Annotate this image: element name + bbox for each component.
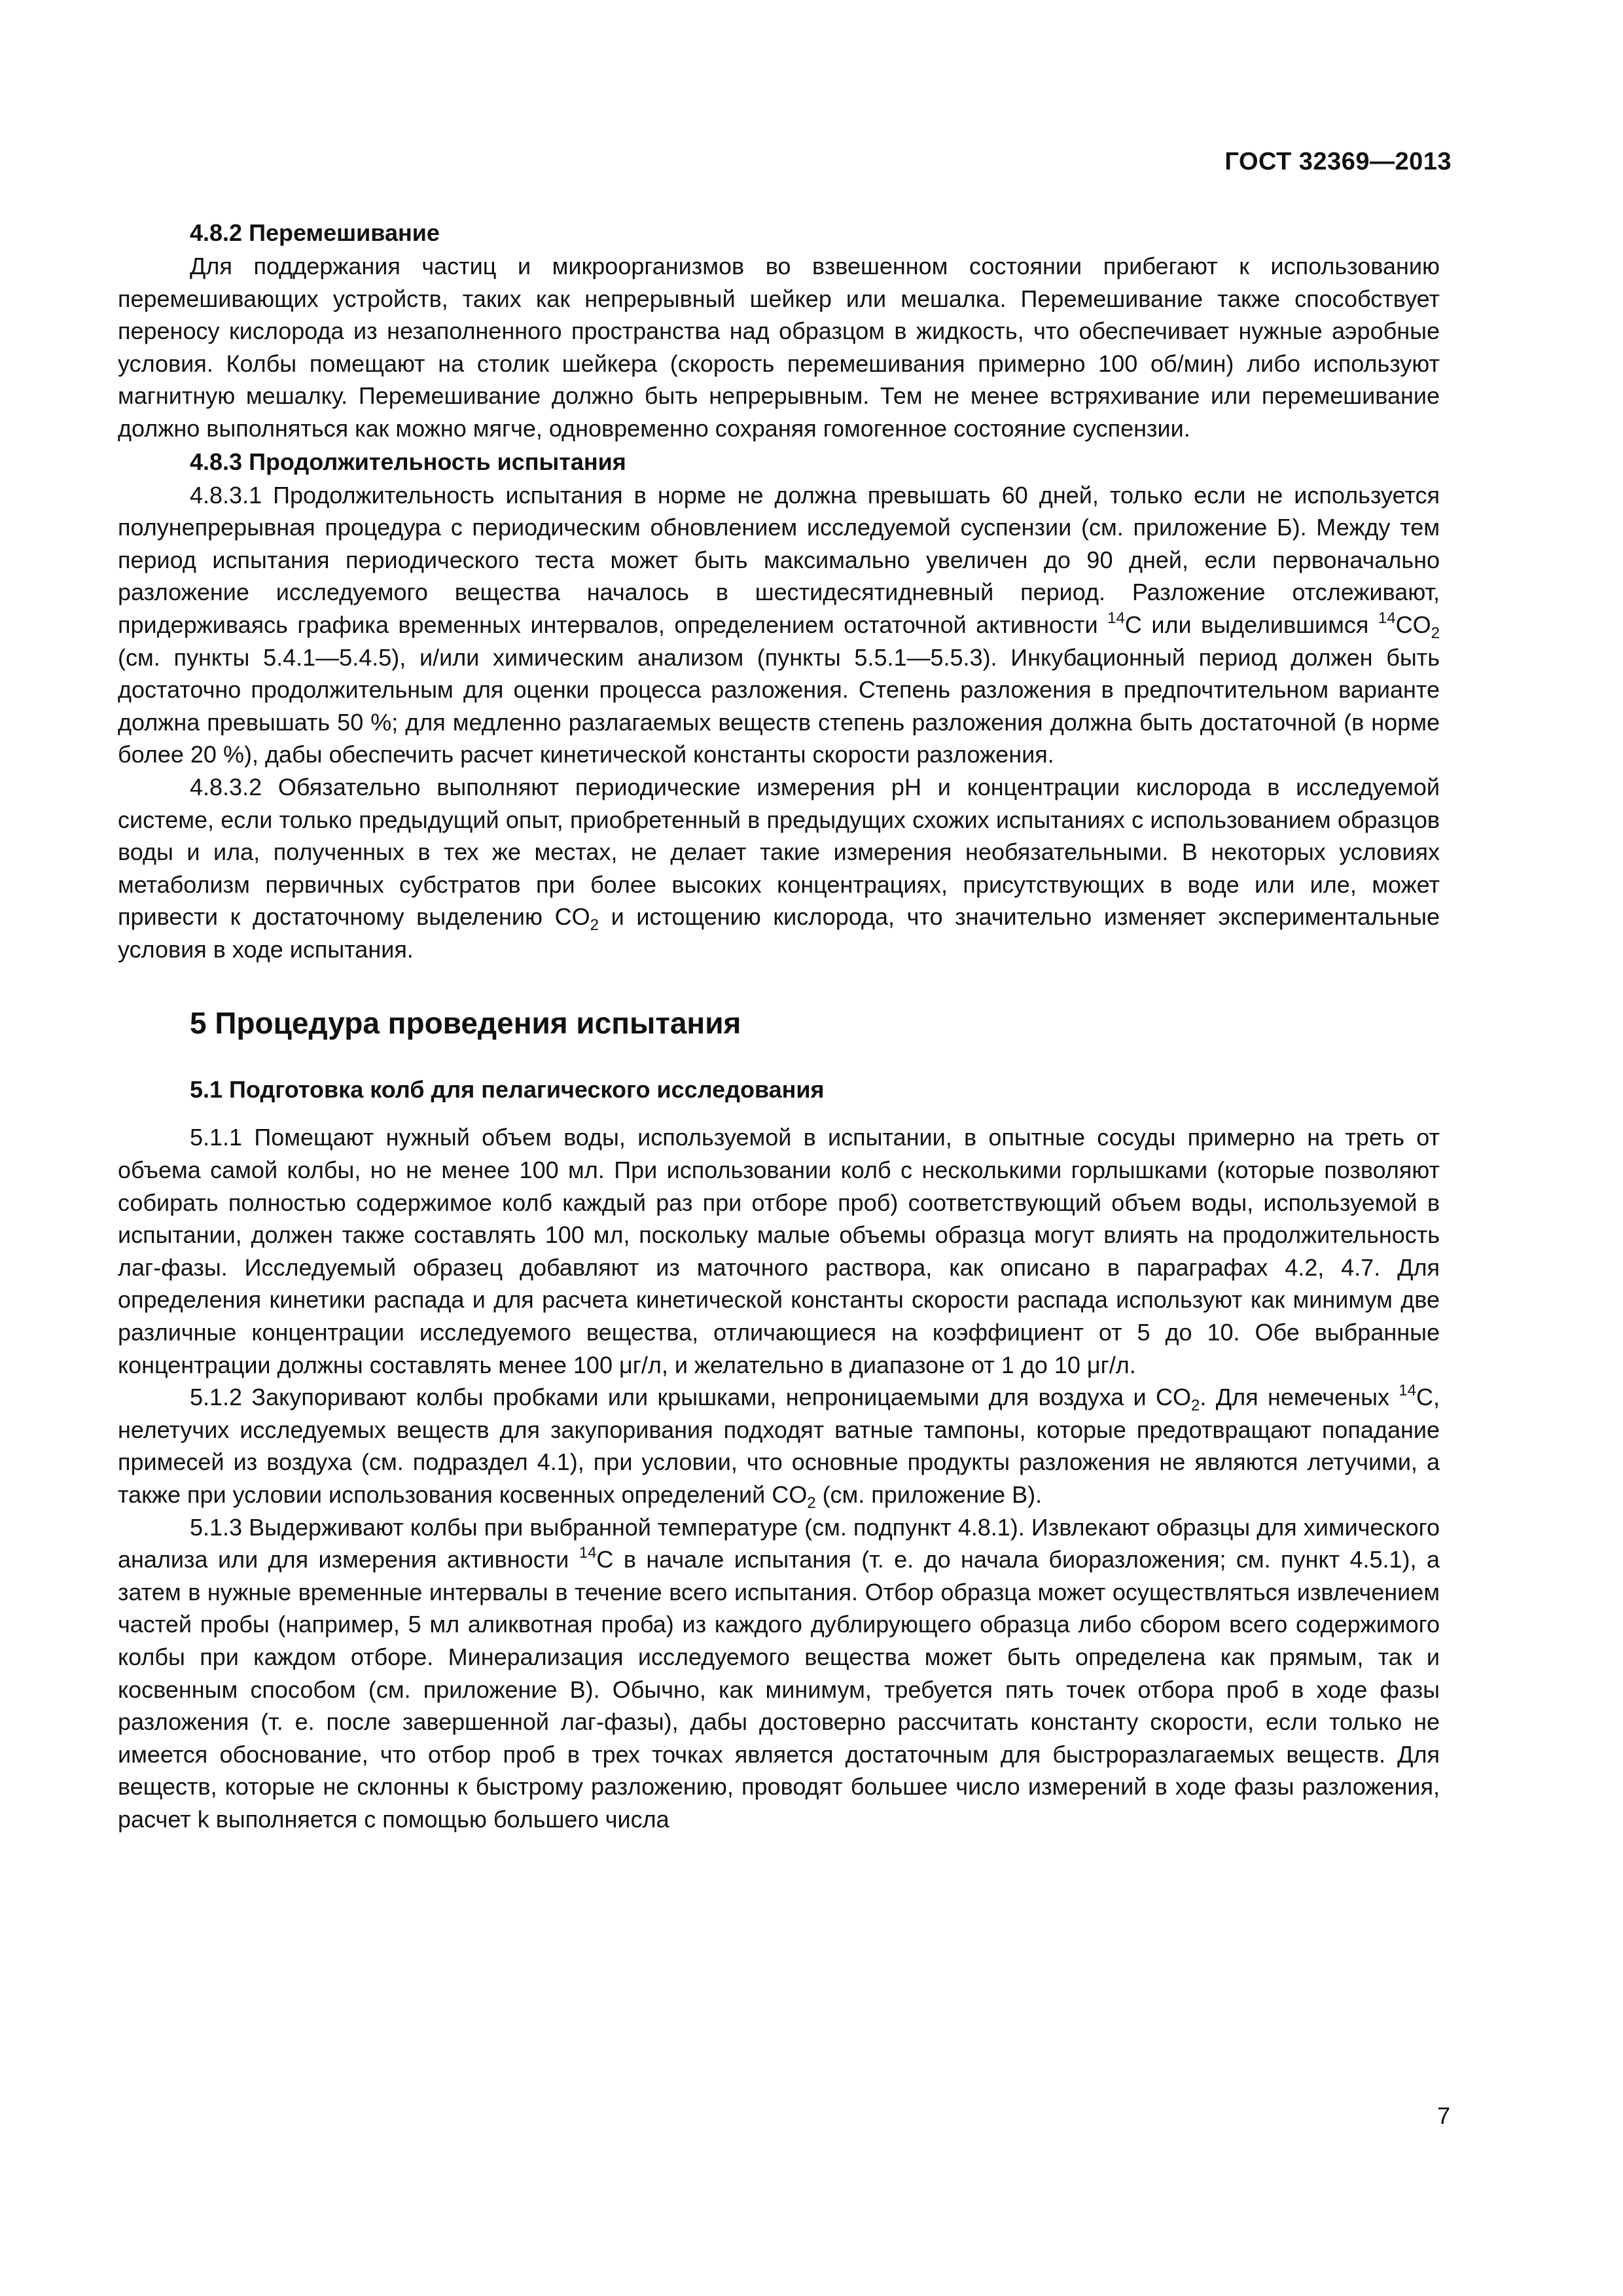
page-number: 7 bbox=[1436, 2102, 1450, 2129]
section-5-title: 5 Процедура проведения испытания bbox=[190, 1006, 741, 1041]
paragraph-4-8-2: Для поддержания частиц и микроорганизмов во взвешенном состоянии прибегают к использованию перемешивающих устройств, таких как непрерывный шейкер или мешалка. Перемешивание также способствует переносу кислорода из незаполненного пространства над образцом в жидкость, что обеспечивает нужные аэробные условия. Колбы помещают на столик шейкера (скорость перемешивания примерно 100 об/мин) либо используют магнитную мешалку. Перемешивание должно быть непрерывным. Тем не менее встряхивание или перемешивание должно выполняться как можно мягче, одновременно сохраняя гомогенное состояние суспензии. bbox=[118, 253, 1440, 442]
paragraph-5-1-2: 5.1.2 Закупоривают колбы пробками или крышками, непроницаемыми для воздуха и $CO_2$. Для немеченых $^{14}$C, нелетучих исследуемых веществ для закупоривания подходят ватные тампоны, которые предотвращают попадание примесей из воздуха (см. подраздел 4.1), при условии, что основные продукты разложения не являются летучими, а также при условии использования косвенных определений $CO_2$ (см. приложение В). bbox=[118, 1382, 1440, 1512]
page-body bbox=[118, 216, 1440, 1836]
paragraph-5-1-3: 5.1.3 Выдерживают колбы при выбранной температуре (см. подпункт 4.8.1). Извлекают образцы для химического анализа или для измерения активности $^{14}$C в начале испытания (т. е. до начала биоразложения; см. пункт 4.5.1), а затем в нужные временные интервалы в течение всего испытания. Отбор образца может осуществляться извлечением частей пробы (например, 5 мл аликвотная проба) из каждого дублирующего образца либо сбором всего содержимого колбы при каждом отборе. Минерализация исследуемого вещества может быть определена как прямым, так и косвенным способом (см. приложение В). Обычно, как минимум, требуется пять точек отбора проб в ходе фазы разложения (т. е. после завершенной лаг-фазы), дабы достоверно рассчитать константу скорости, если только не имеется обоснование, что отбор проб в трех точках является достаточным для быстроразлагаемых веществ. Для веществ, которые не склонны к быстрому разложению, проводят большее число измерений в ходе фазы разложения, расчет k выполняется с помощью большего числа bbox=[118, 1513, 1440, 1833]
document-id-header: ГОСТ 32369—2013 bbox=[1224, 148, 1452, 175]
heading-5-1: 5.1 Подготовка колб для пелагического исследования bbox=[190, 1076, 825, 1103]
heading-4-8-3: 4.8.3 Продолжительность испытания bbox=[190, 448, 626, 475]
heading-4-8-2: 4.8.2 Перемешивание bbox=[190, 219, 440, 246]
paragraph-5-1-1: 5.1.1 Помещают нужный объем воды, используемой в испытании, в опытные сосуды примерно на треть от объема самой колбы, но не менее 100 мл. При использовании колб с несколькими горлышками (которые позволяют собирать полностью содержимое колб каждый раз при отборе проб) соответствующий объем воды, используемой в испытании, должен также составлять 100 мл, поскольку малые объемы образца могут влиять на продолжительность лаг-фазы. Исследуемый образец добавляют из маточного раствора, как описано в параграфах 4.2, 4.7. Для определения кинетики распада и для расчета кинетической константы скорости распада используют как минимум две различные концентрации исследуемого вещества, отличающиеся на коэффициент от 5 до 10. Обе выбранные концентрации должны составлять менее 100 μг/л, и желательно в диапазоне от 1 до 10 μг/л. bbox=[118, 1124, 1440, 1378]
paragraph-4-8-3-1: 4.8.3.1 Продолжительность испытания в норме не должна превышать 60 дней, только если не используется полунепрерывная процедура с периодическим обновлением исследуемой суспензии (см. приложение Б). Между тем период испытания периодического теста может быть максимально увеличен до 90 дней, если первоначально разложение исследуемого вещества началось в шестидесятидневный период. Разложение отслеживают, придерживаясь графика временных интервалов, определением остаточной активности $^{14}$C или выделившимся $^{14}CO_2$ (см. пункты 5.4.1—5.4.5), и/или химическим анализом (пункты 5.5.1—5.5.3). Инкубационный период должен быть достаточно продолжительным для оценки процесса разложения. Степень разложения в предпочтительном варианте должна превышать 50 %; для медленно разлагаемых веществ степень разложения должна быть достаточной (в норме более 20 %), дабы обеспечить расчет кинетической константы скорости разложения. bbox=[118, 481, 1440, 768]
paragraph-4-8-3-2: 4.8.3.2 Обязательно выполняют периодические измерения pH и концентрации кислорода в исследуемой системе, если только предыдущий опыт, приобретенный в предыдущих схожих испытаниях с использованием образцов воды и ила, полученных в тех же местах, не делает такие измерения необязательными. В некоторых условиях метаболизм первичных субстратов при более высоких концентрациях, присутствующих в воде или иле, может привести к достаточному выделению $CO_2$ и истощению кислорода, что значительно изменяет экспериментальные условия в ходе испытания. bbox=[118, 773, 1440, 963]
